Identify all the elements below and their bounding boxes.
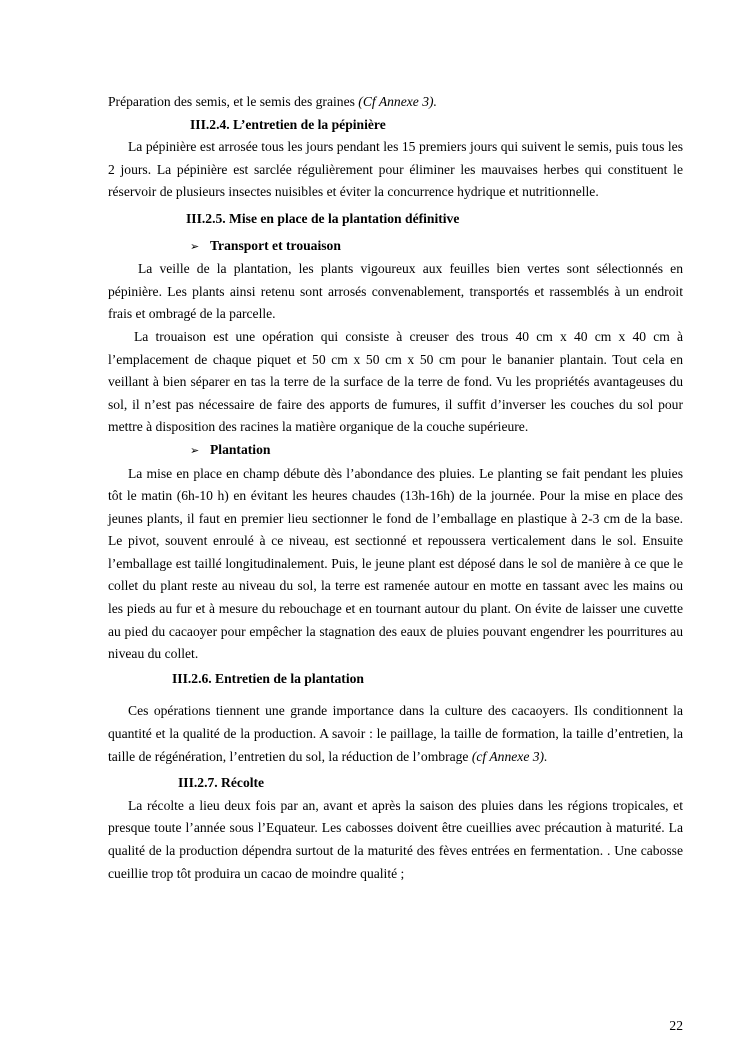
paragraph-harvest: La récolte a lieu deux fois par an, avant et après la saison des pluies dans les régions tropicales, et presque toute l’année sous l’Equateur. Les cabosses doivent être cueillies avec précaution à maturité. La qualité de la production dépendra surtout de la maturité des fèves entrées en fermentation. . Une cabosse cueillie trop tôt produira un cacao de moindre qualité ; — [108, 797, 683, 881]
section-heading-2-7: III.2.7. Récolte — [178, 775, 265, 791]
paragraph-trouaison: La trouaison est une opération qui consiste à creuser des trous 40 cm x 40 cm x 40 cm à l’emplacement de chaque piquet et 50 cm x 50 cm x 50 cm pour le bananier plantain. Tout cela en veillant à bien séparer en tas la terre de la surface de la terre de fond. Vu les propriétés avantageuses du sol, il n’est pas nécessaire de faire des apports de fumures, il suffit d’inverser les couches du sol pour mettre à disposition des racines la matière organique de la couche supérieure. — [108, 328, 683, 435]
annex-reference: (cf Annexe 3). — [471, 748, 548, 764]
page-number: 22 — [669, 1018, 683, 1033]
bullet-plantation: ➢ Plantation — [108, 439, 683, 463]
paragraph-plantation: La mise en place en champ débute dès l’abondance des pluies. Le planting se fait pendant les pluies tôt le matin (6h-10 h) en évitant les heures chaudes (13h-16h) de la journée. Pour la mise en place des jeunes plants, il faut en premier lieu sectionner le fond de l’emballage en plastique à 2-3 cm de la base. Le pivot, souvent enroulé à ce niveau, est sectionné et repoussera verticalement dans le sol. Ensuite l’emballage est taillé longitudinalement. Puis, le jeune plant est déposé dans le sol de manière à ce que le collet du plant reste au niveau du sol, la terre est ramenée autour en motte en tassant avec les mains ou les pieds au fur et à mesure du rebouchage et en tournant autour du plant. On évite de laisser une cuvette au pied du cacaoyer pour empêcher la stagnation des eaux de pluies pouvant engendrer les pourritures au niveau du collet. — [108, 465, 683, 662]
section-heading-2-5: III.2.5. Mise en place de la plantation définitive — [186, 210, 460, 226]
paragraph-nursery-maintenance: La pépinière est arrosée tous les jours pendant les 15 premiers jours qui suivent le semis, puis tous les 2 jours. La pépinière est sarclée régulièrement pour éliminer les mauvaises herbes qui constituent le réservoir de plusieurs insectes nuisibles et éviter la concurrence hydrique et nutritionnelle. — [108, 139, 683, 200]
paragraph-transport: La veille de la plantation, les plants vigoureux aux feuilles bien vertes sont sélectionnés en pépinière. Les plants ainsi retenu sont arrosés convenablement, transportés et rassemblés à un endroit frais et ombragé de la parcelle. — [108, 261, 683, 322]
section-heading-2-4: III.2.4. L’entretien de la pépinière — [190, 116, 386, 132]
arrow-bullet-icon: ➢ — [190, 239, 200, 253]
arrow-bullet-icon: ➢ — [190, 443, 200, 457]
intro-paragraph: Préparation des semis, et le semis des graines (Cf Annexe 3). — [108, 94, 437, 109]
bullet-transport: ➢ Transport et trouaison — [108, 235, 683, 259]
section-heading-2-6: III.2.6. Entretien de la plantation — [172, 670, 364, 686]
document-page — [108, 91, 683, 885]
paragraph-maintenance: Ces opérations tiennent une grande importance dans la culture des cacaoyers. Ils conditionnent la quantité et la qualité de la production. A savoir : le paillage, la taille de formation, la taille d’entretien, la taille de régénération, l’entretien du sol, la réduction de l’ombrage (cf Annexe 3). — [108, 703, 683, 764]
annex-reference: (Cf Annexe 3). — [358, 94, 437, 109]
